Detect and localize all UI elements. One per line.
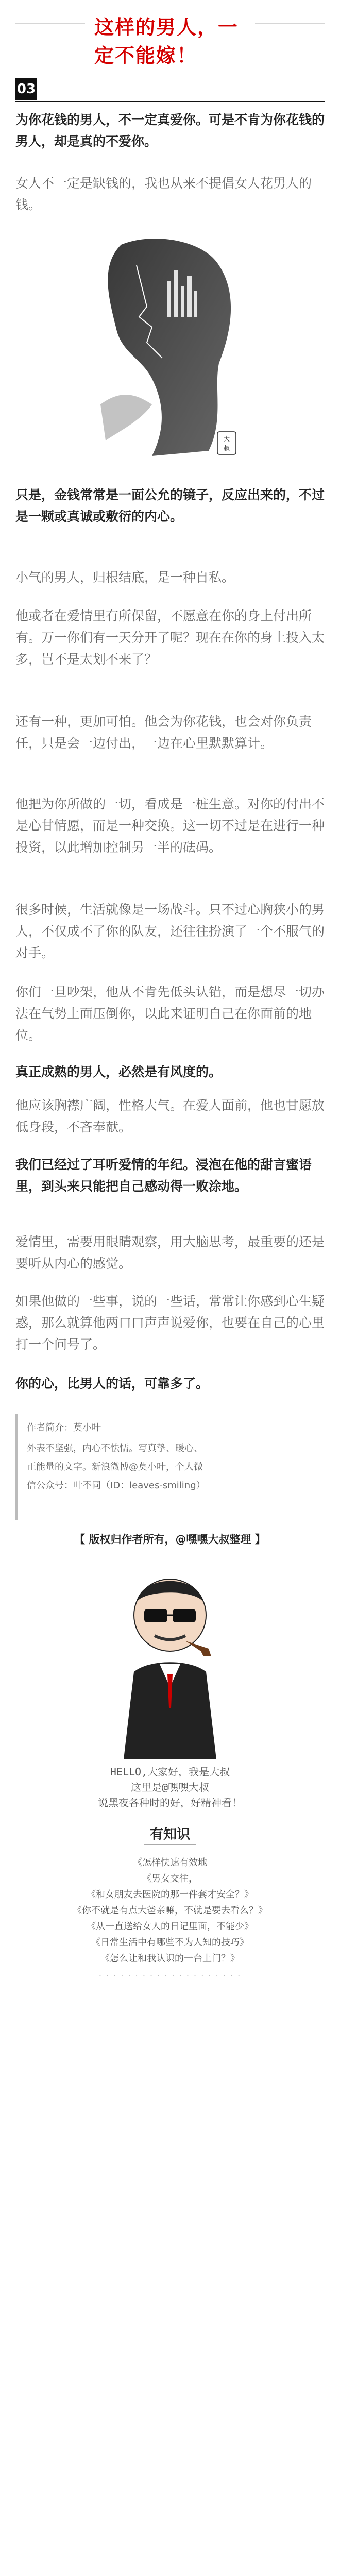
woman-silhouette-illustration xyxy=(90,234,258,461)
category-separator: · · · · · · · · · · · · · · · · · · · · xyxy=(98,1971,242,1980)
author-line-3: 信公众号：叶不同（ID：leaves-smiling） xyxy=(27,1480,206,1491)
article-link[interactable]: 《你不就是有点大爸亲嘛，不就是要去看么？》 xyxy=(73,1905,267,1916)
svg-text:叔: 叔 xyxy=(223,445,230,452)
paragraph-13: 爱情里，需要用眼睛观察，用大脑思考，最重要的还是要听从内心的感觉。 xyxy=(15,1234,325,1271)
paragraph-6: 还有一种，更加可怕。他会为你花钱，也会对你负责任，只是会一边付出，一边在心里默默算计。 xyxy=(15,714,312,751)
paragraph-3: 只是，金钱常常是一面公允的镜子，反应出来的，不过是一颗或真诚或敷衍的内心。 xyxy=(15,487,325,524)
article-header xyxy=(0,0,340,67)
paragraph-7: 他把为你所做的一切，看成是一桩生意。对你的付出不是心甘情愿，而是一种交换。这一切不过是在进行一种投资，以此增加控制另一半的砝码。 xyxy=(15,796,325,855)
author-bio xyxy=(15,1414,327,1520)
paragraph-9: 你们一旦吵架，他从不肯先低头认错，而是想尽一切办法在气势上面压倒你，以此来证明自己在你面前的地位。 xyxy=(15,985,325,1043)
author-line-2: 正能量的文字。新浪微博@莫小叶，个人微 xyxy=(27,1462,203,1472)
article-link[interactable]: 《日常生活中有哪些不为人知的技巧》 xyxy=(91,1937,249,1948)
paragraph-15: 你的心，比男人的话，可靠多了。 xyxy=(15,1376,209,1391)
section-number-badge: 03 xyxy=(15,78,37,100)
author-intro: 作者简介：莫小叶 xyxy=(27,1422,101,1433)
article-link[interactable]: 《和女朋友去医院的那一件套才安全？》 xyxy=(87,1889,253,1900)
article-link[interactable]: 《男女交往， xyxy=(142,1873,198,1884)
category-title-knowledge: 有知识 xyxy=(149,1827,190,1842)
uncle-mascot-illustration xyxy=(82,1553,258,1759)
article-link[interactable]: 《怎样快速有效地 xyxy=(133,1857,207,1868)
paragraph-1: 为你花钱的男人，不一定真爱你。可是不肯为你花钱的男人，却是真的不爱你。 xyxy=(15,112,325,149)
section-rule xyxy=(15,101,325,102)
article-title: 这样的男人，一定不能嫁！ xyxy=(85,11,255,68)
article-link[interactable]: 《从一直送给女人的日记里面，不能少》 xyxy=(87,1921,253,1932)
category-rule xyxy=(144,1844,196,1845)
promo-title: 【 版权归作者所有，@嘿嘿大叔整理 】 xyxy=(74,1533,266,1546)
paragraph-8: 很多时候，生活就像是一场战斗。只不过心胸狭小的男人，不仅成不了你的队友，还往往扮演了一个不服气的对手。 xyxy=(15,902,325,960)
paragraph-11: 他应该胸襟广阔，性格大气。在爱人面前，他也甘愿放低身段，不吝奉献。 xyxy=(15,1098,325,1134)
article-link[interactable]: 《怎么让和我认识的一台上门？》 xyxy=(100,1953,240,1964)
paragraph-12: 我们已经过了耳听爱情的年纪。浸泡在他的甜言蜜语里，到头来只能把自己感动得一败涂地。 xyxy=(15,1157,312,1194)
author-line-1: 外表不坚强，内心不怯懦。写真挚、暖心、 xyxy=(27,1443,203,1454)
promo-caption-3: 说黑夜各种时的好，好精神看！ xyxy=(98,1797,242,1809)
paragraph-2: 女人不一定是缺钱的，我也从来不提倡女人花男人的钱。 xyxy=(15,176,312,212)
promo-caption-2: 这里是@嘿嘿大叔 xyxy=(130,1781,210,1793)
svg-text:大: 大 xyxy=(223,435,230,443)
promo-caption-1: HELLO,大家好，我是大叔 xyxy=(110,1766,230,1778)
paragraph-4: 小气的男人，归根结底，是一种自私。 xyxy=(15,570,235,585)
paragraph-5: 他或者在爱情里有所保留，不愿意在你的身上付出所有。万一你们有一天分开了呢？现在在你的身上投入太多，岂不是太划不来了？ xyxy=(15,608,325,667)
paragraph-10: 真正成熟的男人，必然是有风度的。 xyxy=(15,1064,222,1079)
paragraph-14: 如果他做的一些事，说的一些话，常常让你感到心生疑惑，那么就算他两口口声声说爱你，也要在自己的心里打一个问号了。 xyxy=(15,1294,325,1352)
